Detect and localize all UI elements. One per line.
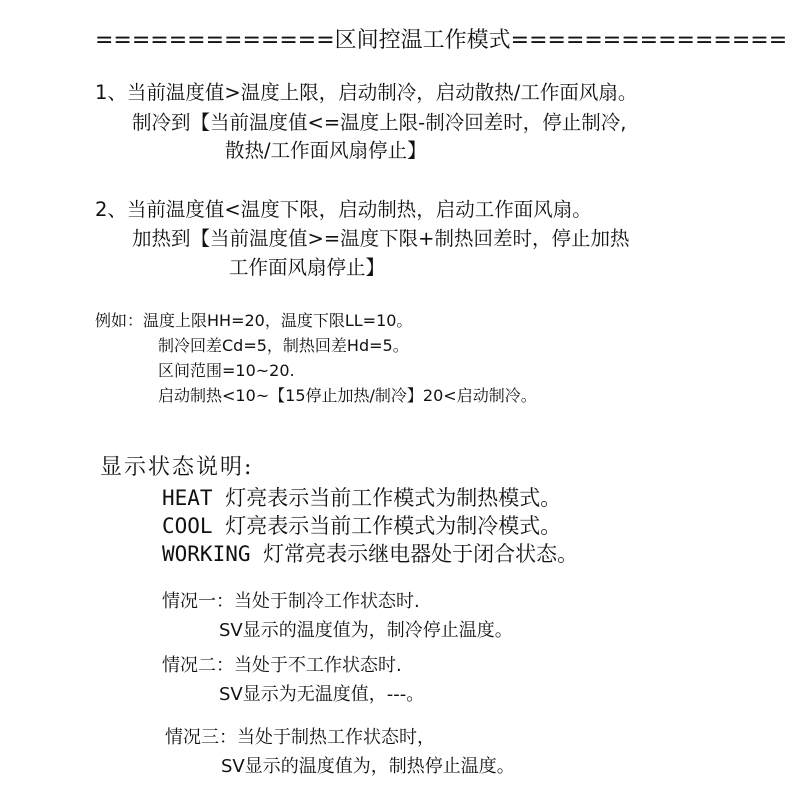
rule-1-line-2: 制冷到【当前温度值<=温度上限-制冷回差时，停止制冷, xyxy=(132,111,627,134)
display-cool: COOL 灯亮表示当前工作模式为制冷模式。 xyxy=(162,514,562,538)
display-working: WORKING 灯常亮表示继电器处于闭合状态。 xyxy=(162,542,579,566)
case-1-line-1: 情况一：当处于制冷工作状态时. xyxy=(162,591,420,612)
display-title: 显示状态说明: xyxy=(100,455,254,480)
example-line-4: 启动制热<10~【15停止加热/制冷】20<启动制冷。 xyxy=(158,386,537,405)
case-1-line-2: SV显示的温度值为，制冷停止温度。 xyxy=(219,620,513,641)
rule-1-line-1: 1、当前温度值>温度上限，启动制冷，启动散热/工作面风扇。 xyxy=(95,81,638,104)
case-3-line-1: 情况三：当处于制热工作状态时， xyxy=(165,727,435,748)
case-2-line-1: 情况二：当处于不工作状态时. xyxy=(162,655,402,676)
display-heat: HEAT 灯亮表示当前工作模式为制热模式。 xyxy=(162,486,562,510)
example-line-1: 例如：温度上限HH=20，温度下限LL=10。 xyxy=(95,311,413,330)
page-title: =============区间控温工作模式=============== xyxy=(95,28,788,53)
rule-2-line-3: 工作面风扇停止】 xyxy=(229,256,386,279)
case-2-line-2: SV显示为无温度值，---。 xyxy=(219,684,425,705)
example-line-3: 区间范围=10~20. xyxy=(158,361,295,380)
case-3-line-2: SV显示的温度值为，制热停止温度。 xyxy=(221,756,515,777)
rule-2-line-2: 加热到【当前温度值>=温度下限+制热回差时，停止加热 xyxy=(132,227,630,250)
rule-2-line-1: 2、当前温度值<温度下限，启动制热，启动工作面风扇。 xyxy=(95,198,592,221)
example-line-2: 制冷回差Cd=5，制热回差Hd=5。 xyxy=(158,336,409,355)
rule-1-line-3: 散热/工作面风扇停止】 xyxy=(225,139,427,162)
